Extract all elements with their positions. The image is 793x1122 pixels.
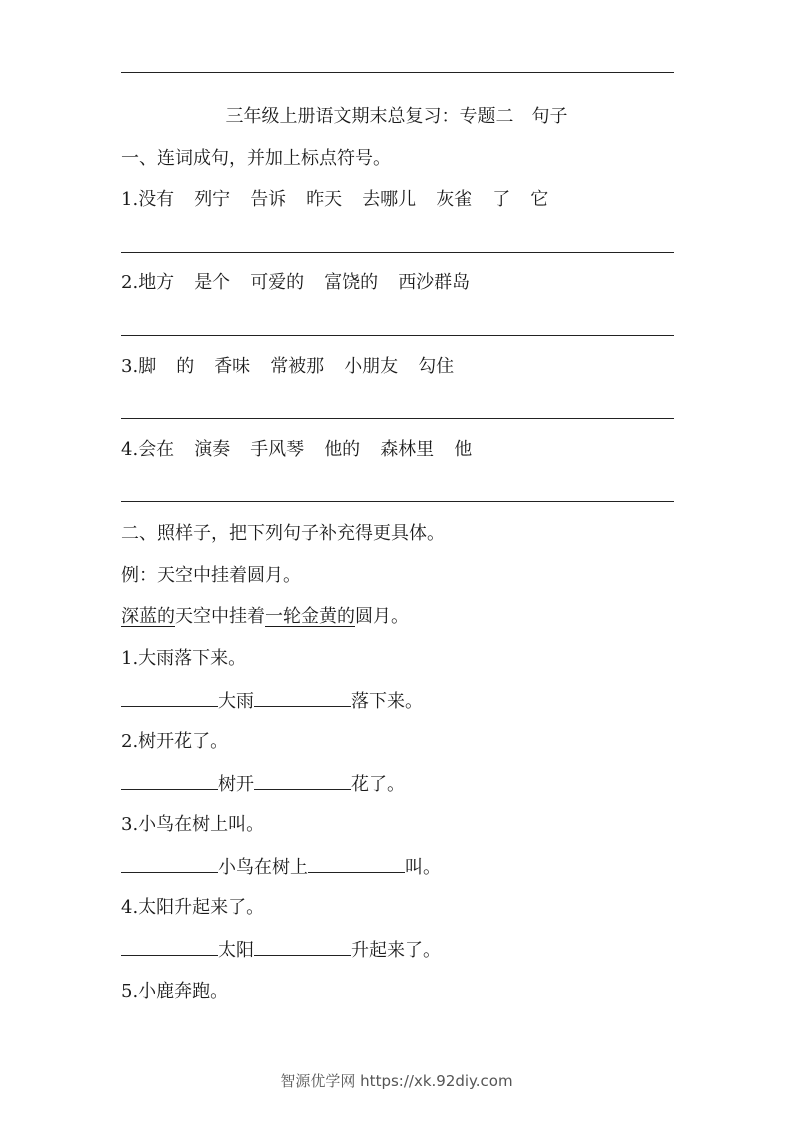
word: 了: [492, 189, 511, 210]
blank-input[interactable]: [254, 771, 351, 790]
word: 的: [176, 356, 195, 377]
item-number: 3.: [121, 356, 139, 377]
section2-fill-4: [121, 937, 441, 963]
word: 是个: [194, 272, 231, 293]
section2-prompt-5: 5.小鹿奔跑。: [121, 981, 229, 1002]
answer-line-4[interactable]: [121, 501, 674, 502]
word: 演奏: [194, 439, 231, 460]
section2-prompt-3: 3.小鸟在树上叫。: [121, 814, 265, 835]
section1-item-3: [121, 355, 454, 379]
blank-input[interactable]: [121, 937, 218, 956]
word: 小朋友: [344, 356, 399, 377]
word: 香味: [214, 356, 251, 377]
top-rule: [121, 72, 674, 73]
word: 森林里: [380, 439, 435, 460]
word: 富饶的: [324, 272, 379, 293]
example-underlined-1: 深蓝的: [121, 606, 175, 627]
blank-input[interactable]: [121, 854, 218, 873]
section1-item-4: [121, 438, 472, 462]
section1-item-1: [121, 188, 548, 212]
word: 西沙群岛: [398, 272, 471, 293]
word: 它: [530, 189, 549, 210]
page-title: 三年级上册语文期末总复习：专题二 句子: [225, 106, 568, 127]
word: 去哪儿: [362, 189, 417, 210]
fill-text: 叫。: [405, 857, 441, 878]
section2-prompt-2: 2.树开花了。: [121, 731, 229, 752]
example-label: 例：天空中挂着圆月。: [121, 565, 301, 586]
section2-fill-1: [121, 688, 423, 714]
example-text-1: 天空中挂着: [175, 606, 265, 627]
footer-watermark: 智源优学网 https://xk.92diy.com: [280, 1072, 513, 1090]
answer-line-2[interactable]: [121, 335, 674, 336]
example-text-2: 圆月。: [355, 606, 409, 627]
word: 他的: [324, 439, 361, 460]
fill-text: 大雨: [218, 691, 254, 712]
word: 地方: [138, 272, 175, 293]
word: 没有: [138, 189, 175, 210]
word: 他: [454, 439, 473, 460]
section2-prompt-4: 4.太阳升起来了。: [121, 897, 265, 918]
word: 告诉: [250, 189, 287, 210]
fill-text: 落下来。: [351, 691, 423, 712]
item-number: 2.: [121, 272, 139, 293]
blank-input[interactable]: [121, 688, 218, 707]
fill-text: 花了。: [351, 774, 405, 795]
fill-text: 树开: [218, 774, 254, 795]
word: 列宁: [194, 189, 231, 210]
word: 会在: [138, 439, 175, 460]
example-answer: [121, 605, 409, 629]
answer-line-1[interactable]: [121, 252, 674, 253]
word: 可爱的: [250, 272, 305, 293]
section2-fill-3: [121, 854, 441, 880]
blank-input[interactable]: [308, 854, 405, 873]
section2-fill-2: [121, 771, 405, 797]
word: 脚: [138, 356, 157, 377]
fill-text: 小鸟在树上: [218, 857, 308, 878]
word: 手风琴: [250, 439, 305, 460]
word: 勾住: [418, 356, 455, 377]
blank-input[interactable]: [254, 937, 351, 956]
word: 灰雀: [436, 189, 473, 210]
word: 昨天: [306, 189, 343, 210]
item-number: 1.: [121, 189, 139, 210]
fill-text: 升起来了。: [351, 940, 441, 961]
item-number: 4.: [121, 439, 139, 460]
section1-heading: 一、连词成句，并加上标点符号。: [121, 148, 391, 169]
section2-prompt-1: 1.大雨落下来。: [121, 648, 247, 669]
example-underlined-2: 一轮金黄的: [265, 606, 355, 627]
blank-input[interactable]: [121, 771, 218, 790]
answer-line-3[interactable]: [121, 418, 674, 419]
word: 常被那: [270, 356, 325, 377]
section2-heading: 二、照样子，把下列句子补充得更具体。: [121, 523, 445, 544]
blank-input[interactable]: [254, 688, 351, 707]
fill-text: 太阳: [218, 940, 254, 961]
section1-item-2: [121, 271, 470, 295]
